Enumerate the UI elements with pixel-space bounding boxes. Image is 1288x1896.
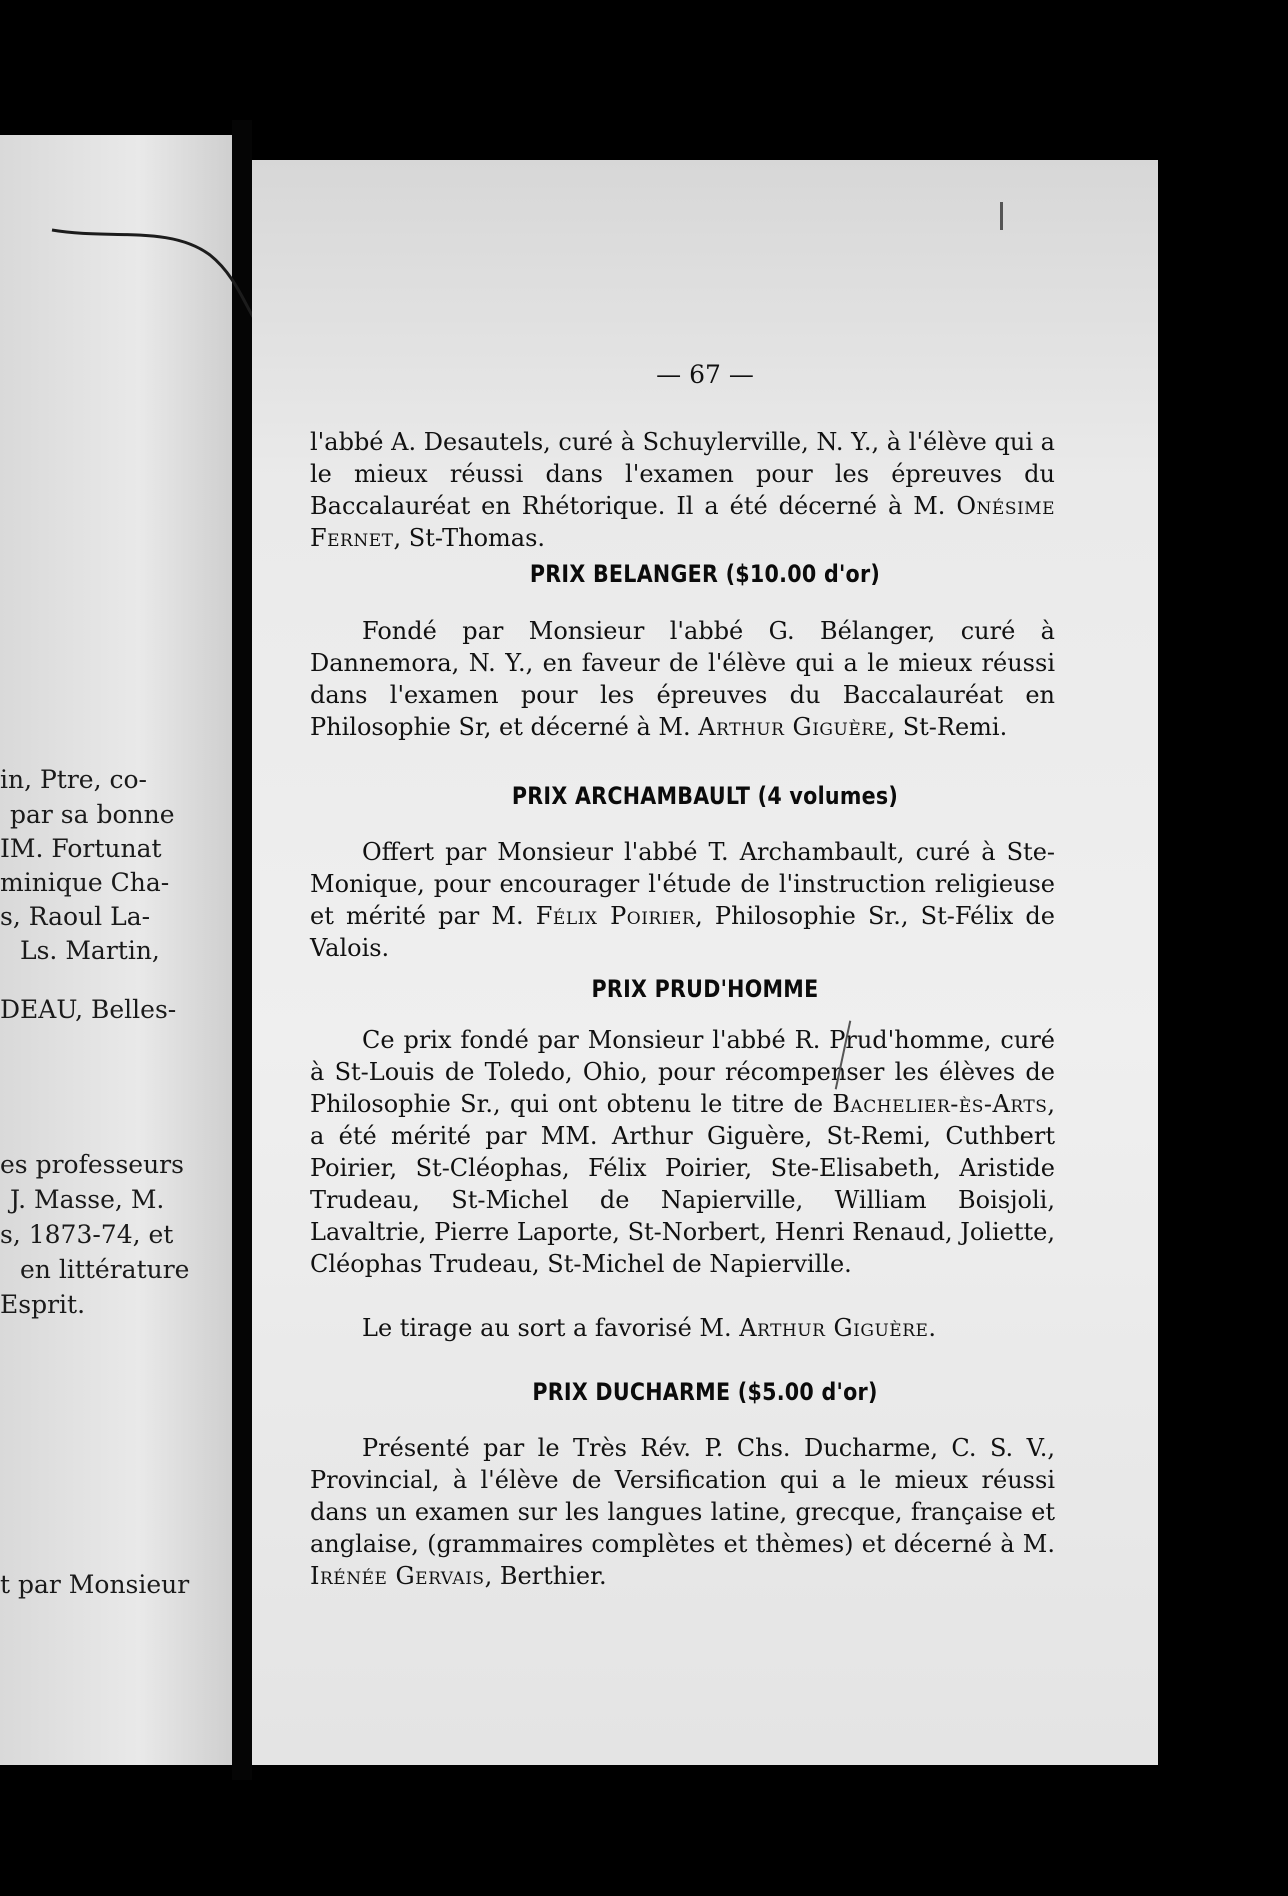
prudhomme-paragraph: Ce prix fondé par Monsieur l'abbé R. Prud'homme, curé à St-Louis de Toledo, Ohio, pour récompenser les élèves de Philosophie Sr., qui ont obtenu le titre de Bachelier-ès-Arts, a été mérité par MM. Arthur Giguère, St-Remi, Cuthbert Poirier, St-Cléophas, Félix Poirier, Ste-Elisabeth, Aristide Trudeau, St-Michel de Napierville, William Boisjoli, Lavaltrie, Pierre Laporte, St-Norbert, Henri Renaud, Joliette, Cléophas Trudeau, St-Michel de Napierville. <box>310 1026 1055 1278</box>
intro-paragraph: l'abbé A. Desautels, curé à Schuylerville, N. Y., à l'élève qui a le mieux réussi dans l'examen pour les épreuves du Baccalauréat en Rhétorique. Il a été décerné à M. Onésime Fernet, St-Thomas. <box>310 428 1055 552</box>
prize-heading-belanger: PRIX BELANGER ($10.00 d'or) <box>529 560 881 588</box>
left-text-line: s, Raoul La- <box>0 902 151 931</box>
page-number: — 67 — <box>656 360 754 389</box>
recipient-name: Félix Poirier <box>535 902 696 930</box>
left-text-line: IM. Fortunat <box>0 834 162 863</box>
left-text-line: minique Cha- <box>0 868 170 897</box>
left-text-line: J. Masse, M. <box>10 1185 165 1214</box>
recipient-name: Arthur Giguère <box>698 713 888 741</box>
recipient-name: Irénée Gervais <box>310 1562 485 1590</box>
left-text-line: DEAU, Belles- <box>0 995 177 1024</box>
recipient-name: Onésime Fernet <box>310 492 1055 552</box>
left-text-line: in, Ptre, co- <box>0 765 147 794</box>
prize-heading-prudhomme: PRIX PRUD'HOMME <box>591 975 819 1003</box>
left-text-line: par sa bonne <box>10 800 175 829</box>
left-text-line: Ls. Martin, <box>20 936 160 965</box>
degree-title: Bachelier-ès-Arts <box>832 1090 1048 1118</box>
page-gutter <box>232 120 252 1780</box>
prize-heading-archambault: PRIX ARCHAMBAULT (4 volumes) <box>511 782 899 810</box>
left-page-fragment <box>0 135 232 1765</box>
left-text-line: es professeurs <box>0 1150 184 1179</box>
archambault-paragraph: Offert par Monsieur l'abbé T. Archambault, curé à Ste-Monique, pour encourager l'étude de l'instruction religieuse et mérité par M. Félix Poirier, Philosophie Sr., St-Félix de Valois. <box>310 838 1055 962</box>
recipient-name: Arthur Giguère <box>739 1314 929 1342</box>
ink-mark <box>1000 202 1003 230</box>
page <box>252 160 1158 1765</box>
left-text-line: s, 1873-74, et <box>0 1220 174 1249</box>
left-text-line: en littérature <box>20 1255 190 1284</box>
ducharme-paragraph: Présenté par le Très Rév. P. Chs. Ducharme, C. S. V., Provincial, à l'élève de Versification qui a le mieux réussi dans un examen sur les langues latine, grecque, française et anglaise, (grammaires complètes et thèmes) et décerné à M. Irénée Gervais, Berthier. <box>310 1434 1055 1590</box>
left-text-line: Esprit. <box>0 1290 86 1319</box>
prudhomme-draw-paragraph: Le tirage au sort a favorisé M. Arthur Giguère. <box>362 1314 937 1342</box>
prize-heading-ducharme: PRIX DUCHARME ($5.00 d'or) <box>532 1378 878 1406</box>
belanger-paragraph: Fondé par Monsieur l'abbé G. Bélanger, curé à Dannemora, N. Y., en faveur de l'élève qui a le mieux réussi dans l'examen pour les épreuves du Baccalauréat en Philosophie Sr, et décerné à M. Arthur Giguère, St-Remi. <box>310 617 1055 741</box>
left-text-line: t par Monsieur <box>0 1570 190 1599</box>
